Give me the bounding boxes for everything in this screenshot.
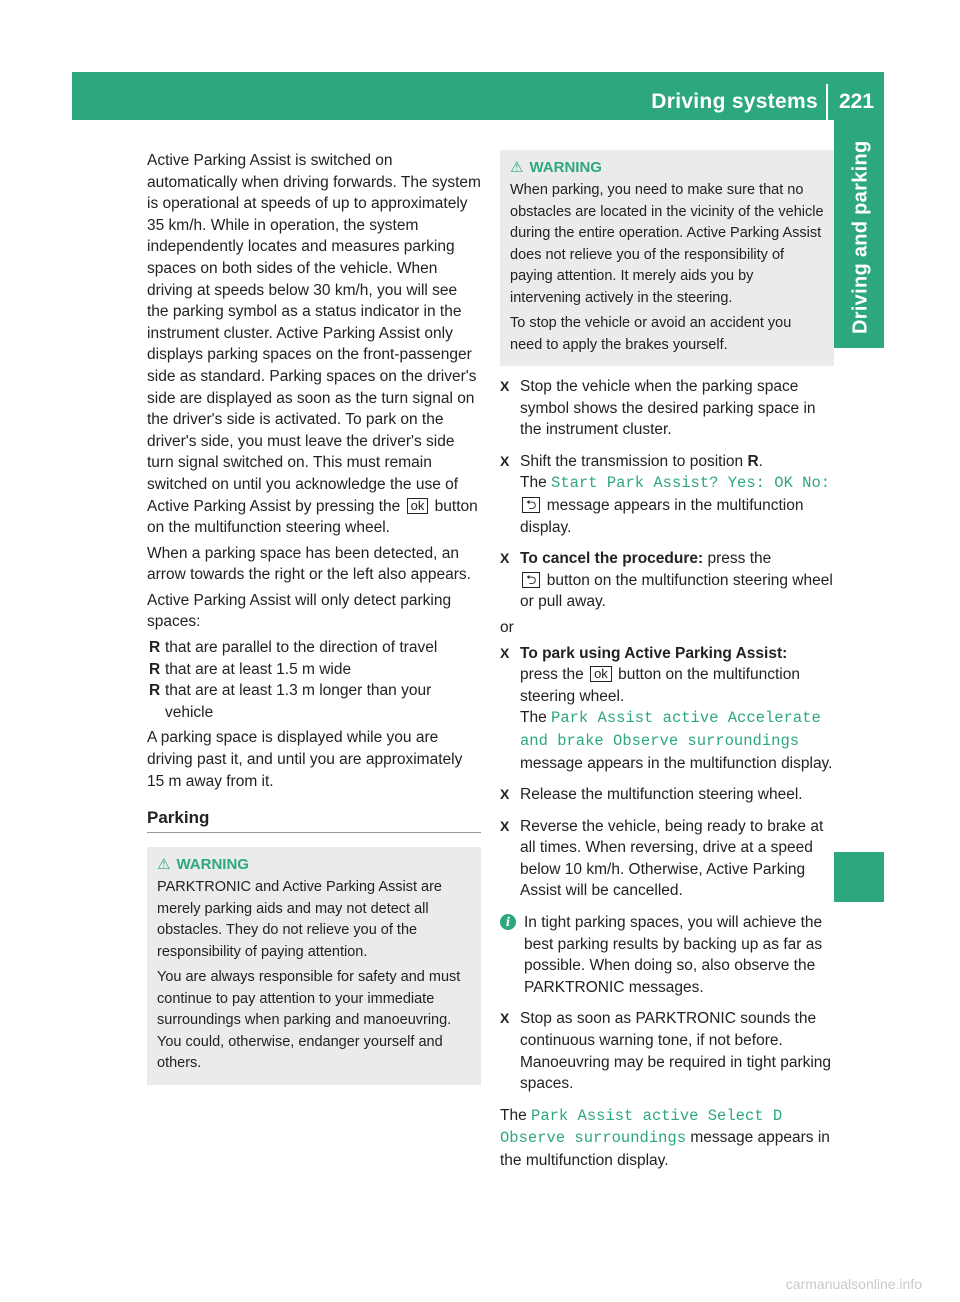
step-icon: X bbox=[500, 817, 510, 834]
intro-paragraph: Active Parking Assist is switched on automatically when driving forwards. The system is operational at speeds of up to approximately 35 km/h. While in operation, the system independently locates and measures parking spaces on both sides of the vehicle. When driving at speeds below 30 km/h, you will see the parking symbol as a status indicator in the instrument cluster. Active Parking Assist only displays parking spaces on the front-passenger side as standard. Parking spaces on the driver's side are displayed as soon as the turn signal on the driver's side is activated. To park on the driver's side, you must leave the driver's side turn signal switched on. This must remain switched on until you acknowledge the use of Active Parking Assist by pressing the ok button on the multifunction steering wheel. bbox=[147, 152, 481, 537]
step-icon: X bbox=[500, 786, 510, 803]
display-paragraph: A parking space is displayed while you are driving past it, and until you are approximately 15 m away from it. bbox=[147, 729, 463, 790]
step-icon: X bbox=[500, 378, 510, 394]
warning-header: ⚠ WARNING bbox=[510, 158, 602, 176]
page-number: 221 bbox=[838, 90, 874, 113]
detect-paragraph: Active Parking Assist will only detect parking spaces: bbox=[147, 591, 452, 631]
parking-heading: Parking bbox=[147, 808, 481, 833]
list-item: X Stop the vehicle when the parking space symbol shows the desired parking space in the instrument cluster. bbox=[500, 376, 834, 441]
list-item: X To park using Active Parking Assist: press the ok button on the multifunction steering wheel. The Park Assist active Accelerate and brake Observe surroundings message appears in the multifunction display. bbox=[500, 643, 834, 775]
step-icon: X bbox=[500, 644, 510, 661]
back-key-icon: ⮌ bbox=[522, 497, 540, 513]
display-message: Start Park Assist? Yes: OK No: bbox=[551, 474, 831, 493]
warning-icon: ⚠ bbox=[157, 856, 171, 874]
header-bar bbox=[72, 72, 884, 120]
side-tab-label: Driving and parking bbox=[849, 140, 872, 334]
list-item: X To cancel the procedure: press the ⮌ button on the multifunction steering wheel or pull away. bbox=[500, 548, 834, 613]
warning-icon: ⚠ bbox=[510, 159, 524, 176]
left-column bbox=[147, 150, 481, 1085]
warning-text: PARKTRONIC and Active Parking Assist are merely parking aids and may not detect all obstacles. They do not relieve you of the responsibility of paying attention. bbox=[157, 879, 443, 960]
section-title: Driving systems bbox=[651, 90, 818, 113]
list-item: R that are parallel to the direction of travel bbox=[149, 637, 481, 659]
bullet-icon: R bbox=[149, 639, 161, 657]
list-item: X Stop as soon as PARKTRONIC sounds the continuous warning tone, if not before. Manoeuvring may be required in tight parking spaces. bbox=[500, 1008, 834, 1094]
watermark: carmanualsonline.info bbox=[785, 1276, 922, 1292]
side-marker bbox=[834, 852, 884, 902]
warning-box bbox=[500, 150, 834, 366]
step-icon: X bbox=[500, 550, 510, 567]
info-icon: i bbox=[500, 914, 516, 930]
back-key-icon: ⮌ bbox=[522, 572, 540, 588]
warning-header: ⚠ WARNING bbox=[157, 855, 249, 874]
info-note: i In tight parking spaces, you will achieve the best parking results by backing up as far as possible. When doing so, also observe the PARKTRONIC messages. bbox=[500, 912, 834, 998]
list-item: X Reverse the vehicle, being ready to brake at all times. When reversing, drive at a speed below 10 km/h. Otherwise, Active Parking Assist will be cancelled. bbox=[500, 816, 834, 902]
warning-text: To stop the vehicle or avoid an accident you need to apply the brakes yourself. bbox=[510, 315, 792, 353]
right-column bbox=[500, 150, 834, 1172]
list-item: X Release the multifunction steering wheel. bbox=[500, 784, 834, 806]
list-item: X Shift the transmission to position R. The Start Park Assist? Yes: OK No: ⮌ message appears in the multifunction display. bbox=[500, 451, 834, 538]
ok-key-icon: ok bbox=[407, 498, 429, 514]
bullet-icon: R bbox=[149, 682, 161, 700]
bullet-icon: R bbox=[149, 660, 161, 678]
warning-text: When parking, you need to make sure that no obstacles are located in the vicinity of the vehicle during the entire operation. Active Parking Assist does not relieve you of the responsibility of paying attention. It merely aids you by intervening actively in the steering. bbox=[510, 182, 824, 306]
ok-key-icon: ok bbox=[590, 666, 612, 682]
final-paragraph: The Park Assist active Select D Observe surroundings message appears in the multifunction display. bbox=[500, 1106, 830, 1169]
step-icon: X bbox=[500, 452, 510, 469]
display-message: Park Assist active Select D Observe surroundings bbox=[500, 1106, 783, 1148]
arrow-paragraph: When a parking space has been detected, an arrow towards the right or the left also appears. bbox=[147, 544, 471, 584]
list-item: R that are at least 1.3 m longer than your vehicle bbox=[149, 680, 481, 723]
list-item: R that are at least 1.5 m wide bbox=[149, 659, 481, 681]
or-text: or bbox=[500, 618, 514, 636]
header-divider bbox=[826, 84, 828, 120]
step-icon: X bbox=[500, 1010, 510, 1027]
warning-box bbox=[147, 847, 481, 1085]
display-message: Park Assist active Accelerate and brake Observe surroundings bbox=[520, 709, 821, 750]
warning-text: You are always responsible for safety and must continue to pay attention to your immediate surroundings when parking and manoeuvring. You could, otherwise, endanger yourself and others. bbox=[157, 969, 461, 1072]
